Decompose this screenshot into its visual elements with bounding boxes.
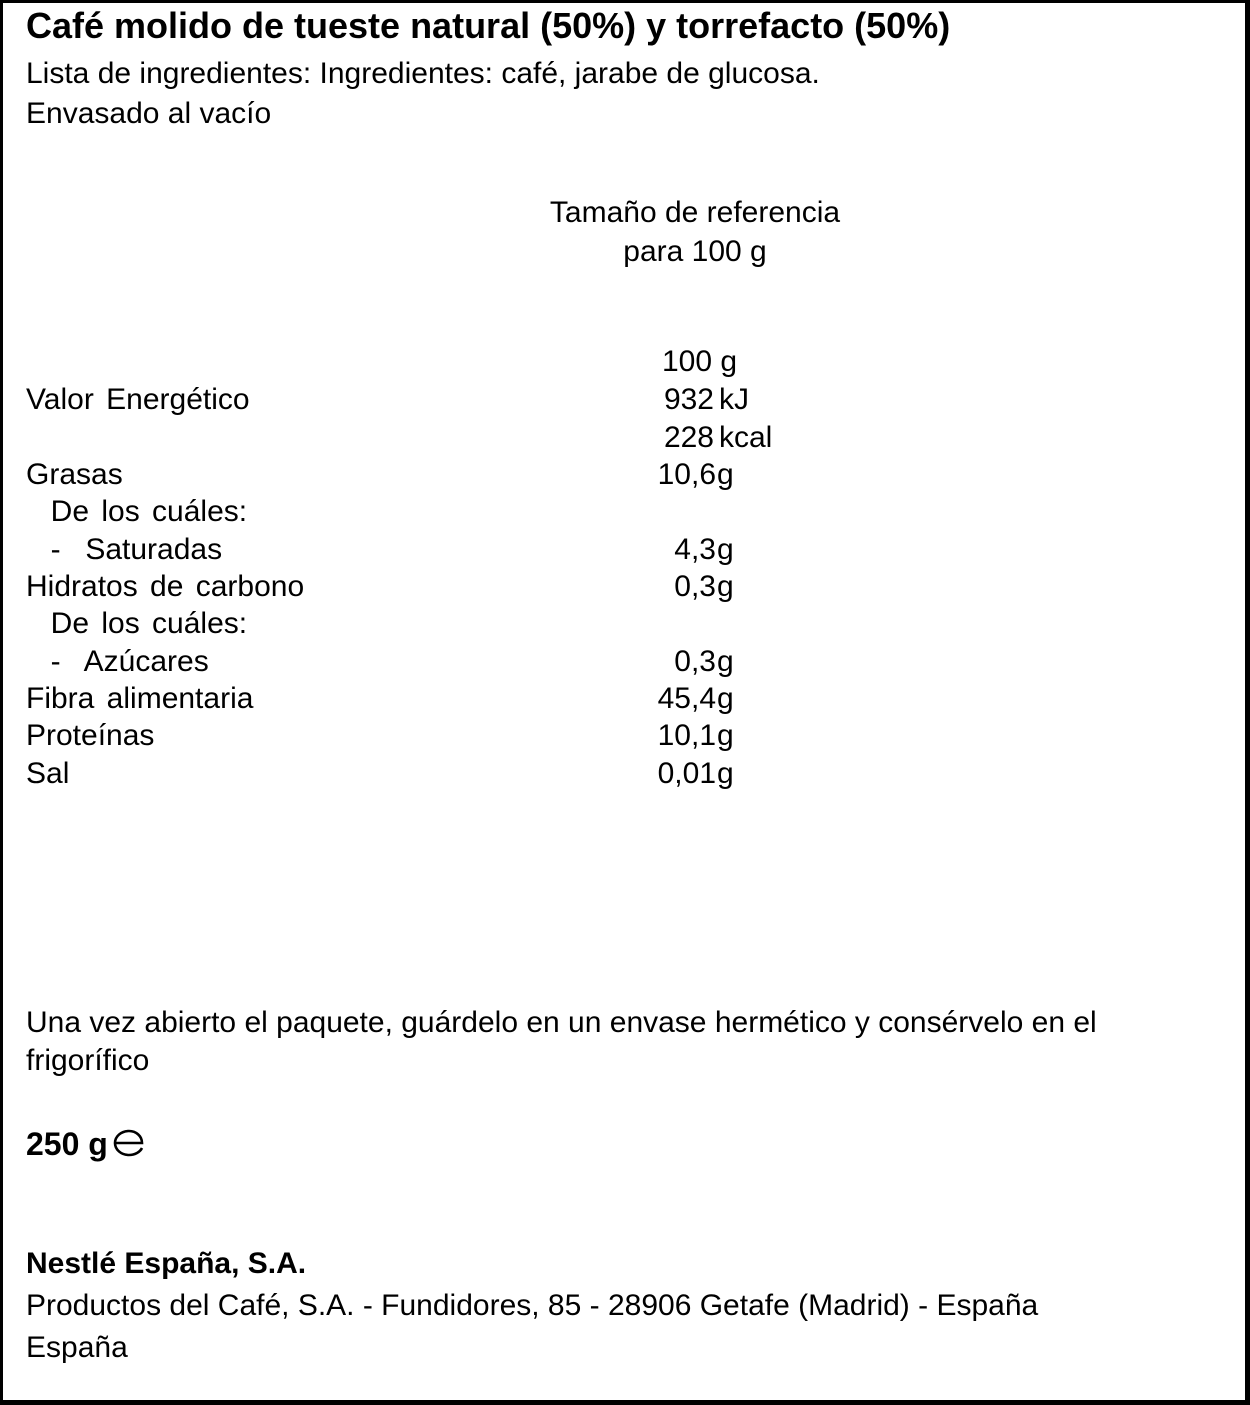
nutrient-unit: g: [717, 757, 734, 790]
nutrient-unit: g: [717, 570, 734, 603]
nutrient-unit: g: [717, 533, 734, 566]
net-weight: [26, 1128, 146, 1160]
reference-size-line1: Tamaño de referencia: [549, 196, 841, 229]
ingredients-list: Lista de ingredientes: Ingredientes: café, jarabe de glucosa.: [26, 57, 820, 90]
nutrient-label: Grasas: [26, 458, 123, 491]
net-weight-value: 250 g: [26, 1126, 108, 1162]
nutrient-label: - Azúcares: [26, 645, 209, 678]
manufacturer-address: Productos del Café, S.A. - Fundidores, 85 - 28906 Getafe (Madrid) - España: [26, 1289, 1039, 1322]
product-title: Café molido de tueste natural (50%) y torrefacto (50%): [26, 5, 951, 46]
nutrition-column-header: 100 g: [662, 345, 738, 378]
nutrient-sublabel: De los cuáles:: [26, 607, 248, 640]
nutrient-value: 10,1: [657, 719, 716, 752]
nutrient-unit: g: [717, 682, 734, 715]
reference-size-line2: para 100 g: [623, 235, 767, 268]
nutrient-label: Proteínas: [26, 719, 155, 752]
nutrient-label: Fibra alimentaria: [26, 682, 254, 715]
manufacturer-country: España: [26, 1331, 128, 1364]
nutrient-unit: g: [717, 719, 734, 752]
nutrient-value: 0,01: [657, 757, 716, 790]
storage-instructions-line2: frigorífico: [26, 1044, 150, 1077]
nutrient-label: - Saturadas: [26, 533, 223, 566]
nutrient-value: 932: [663, 383, 714, 416]
nutrient-label: Valor Energético: [26, 383, 250, 416]
nutrient-value: 0,3: [674, 570, 716, 603]
nutrient-value: 10,6: [657, 458, 716, 491]
manufacturer-name: Nestlé España, S.A.: [26, 1247, 307, 1280]
e-mark-icon: [112, 1129, 146, 1157]
storage-instructions-line1: Una vez abierto el paquete, guárdelo en un envase hermético y consérvelo en el: [26, 1006, 1097, 1039]
nutrient-unit: g: [717, 645, 734, 678]
nutrient-sublabel: De los cuáles:: [26, 495, 248, 528]
nutrient-unit: kJ: [719, 383, 749, 416]
nutrient-label: Sal: [26, 757, 70, 790]
nutrient-value: 228: [663, 421, 714, 454]
nutrient-unit: kcal: [719, 421, 773, 454]
packaging-note: Envasado al vacío: [26, 97, 272, 130]
nutrient-unit: g: [717, 458, 734, 491]
nutrient-value: 0,3: [674, 645, 716, 678]
nutrient-value: 4,3: [674, 533, 716, 566]
nutrient-value: 45,4: [657, 682, 716, 715]
nutrient-label: Hidratos de carbono: [26, 570, 305, 603]
